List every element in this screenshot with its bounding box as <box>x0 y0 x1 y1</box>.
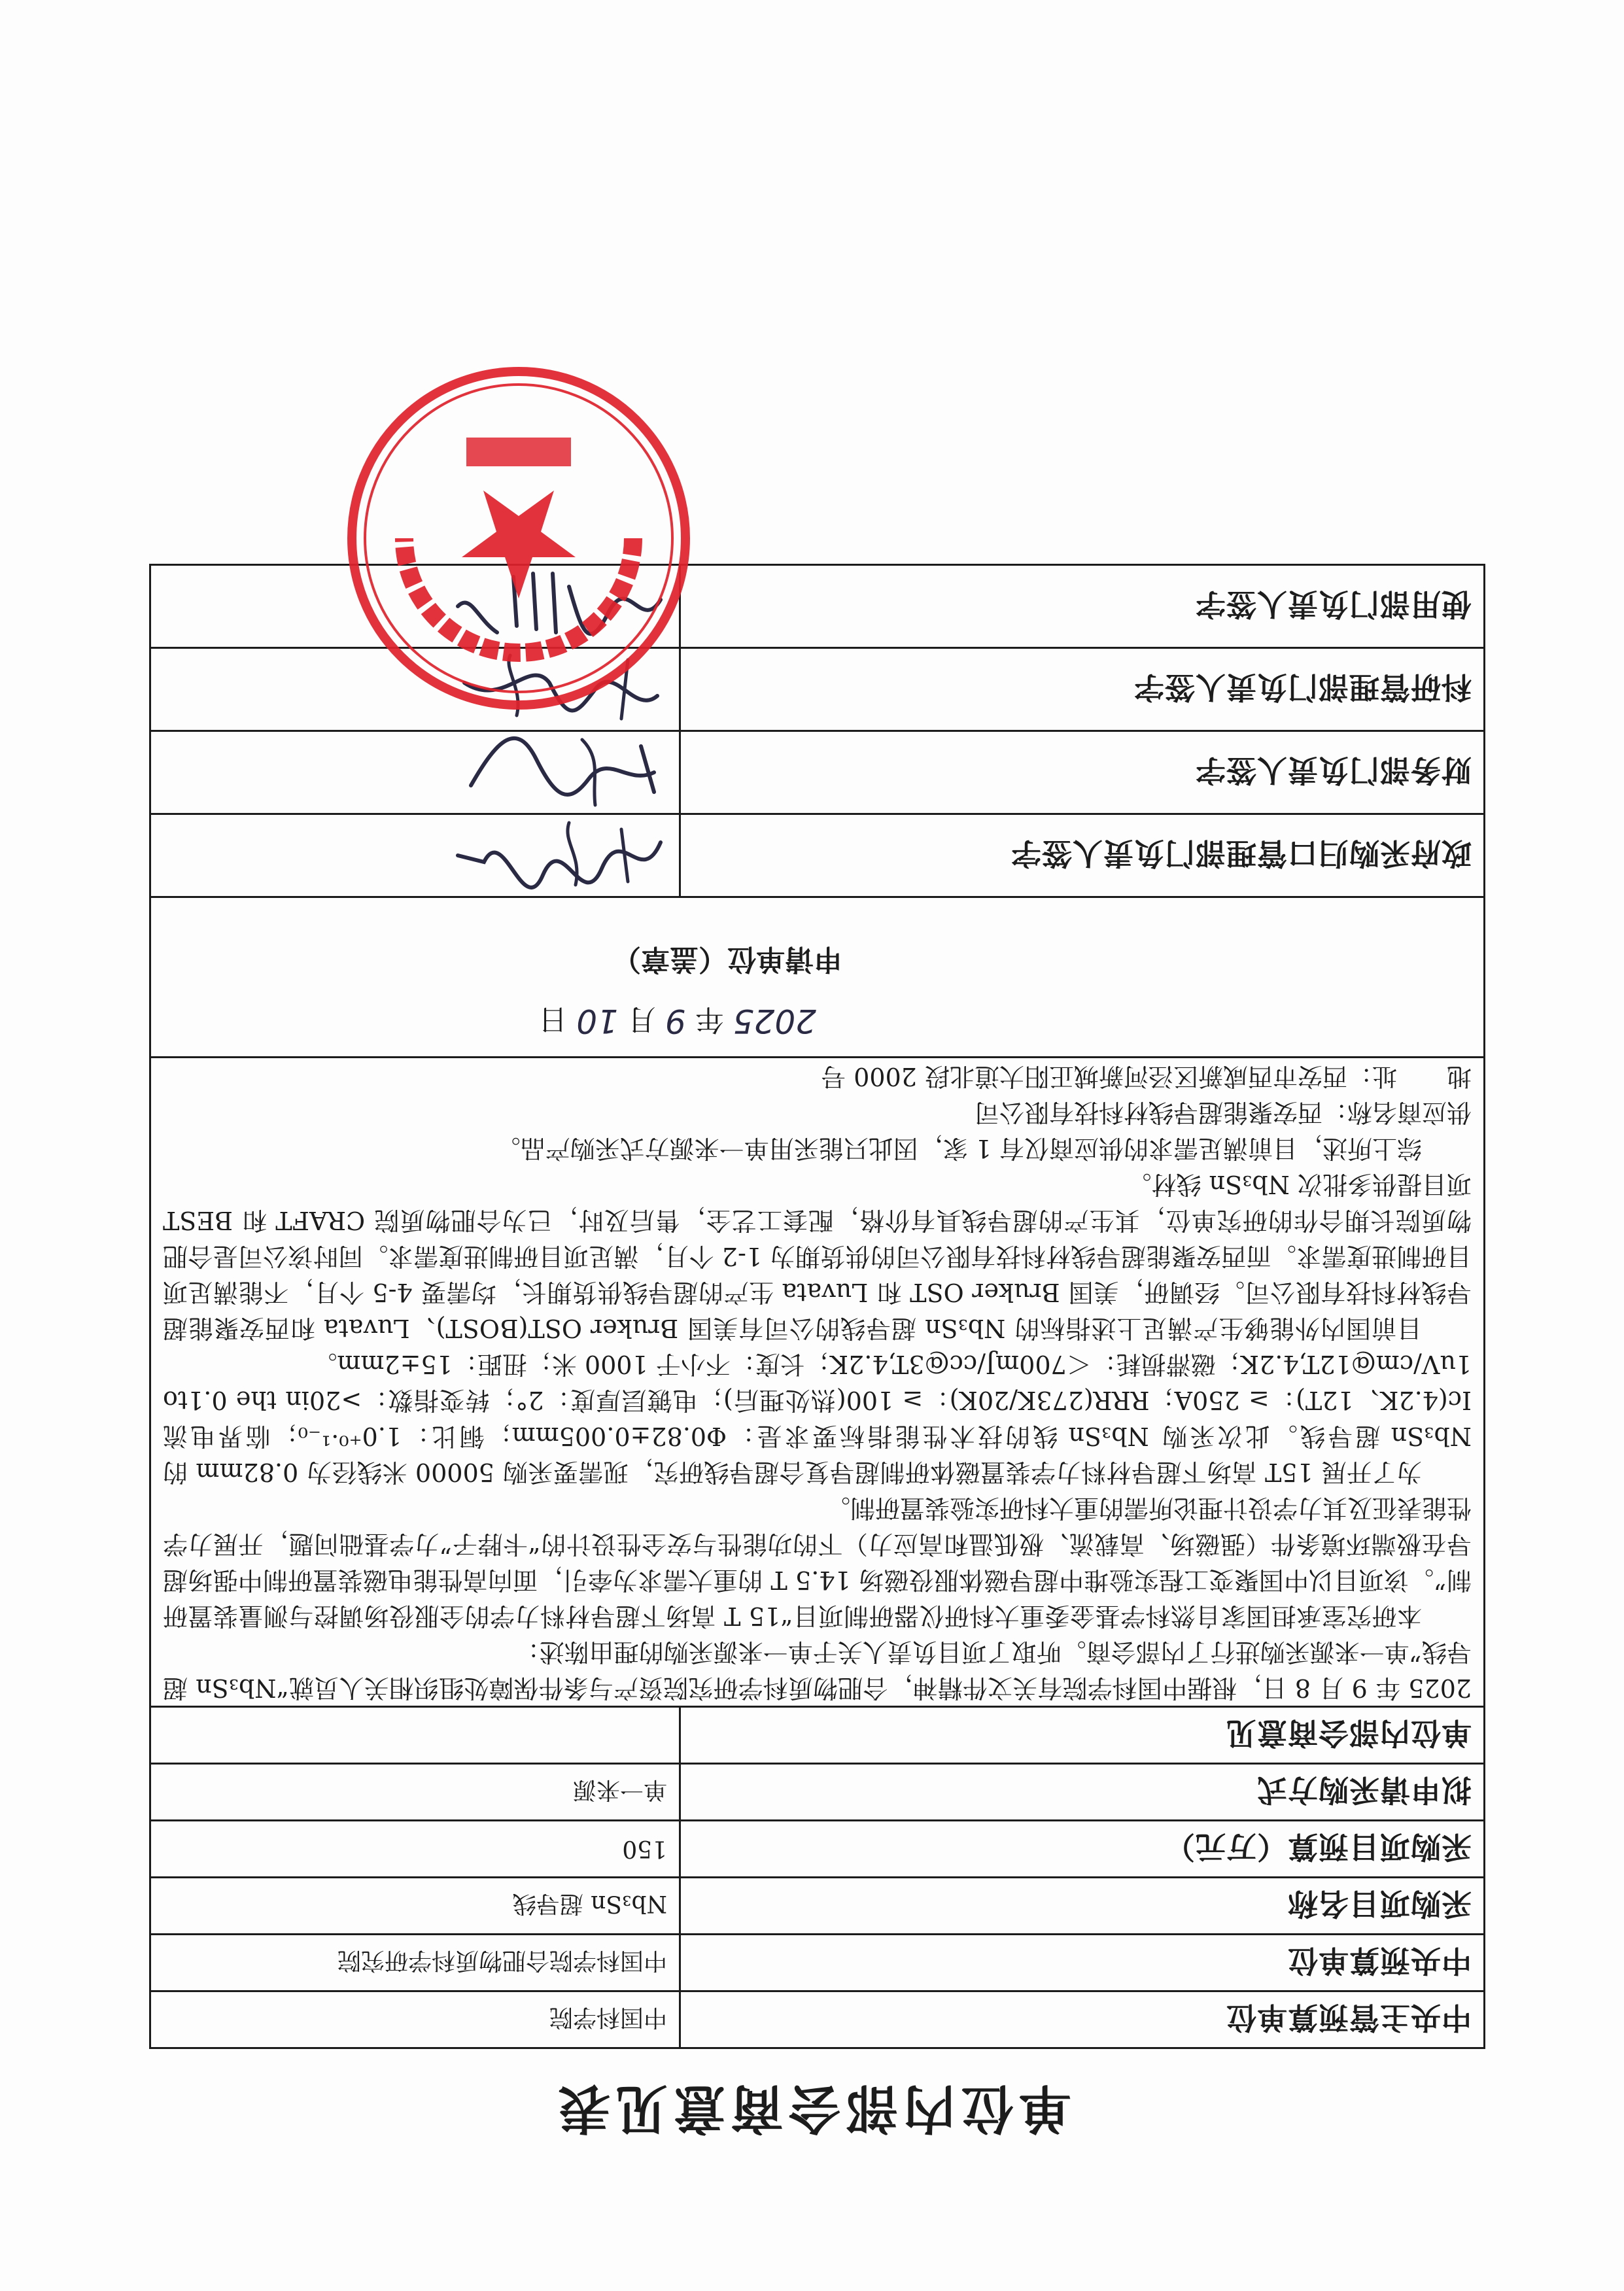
opinion-paragraph: 本研究室承担国家自然科学基金委重大科研仪器研制项目“15 T 高场下超导材料力学的全服役场调控与测量装置研制”。该项目以中国聚变工程实验堆中超导磁体服役磁场 14.5 T 的重大需求为牵引，面向高性能电磁装置研制中强场超导在极端环境条件（强磁场、高载流、极低温和高应力）下的功能性与安全性设计的“卡脖子”力学基础问题，开展力学性能表征及其力学设计理论所需的重大科研实验装置研制。 <box>163 1494 1472 1630</box>
opinion-label: 单位内部会商意见 <box>680 1707 1485 1764</box>
field-value: 150 <box>150 1821 680 1878</box>
field-row <box>150 1764 1485 1821</box>
opinion-narrative <box>150 1058 1485 1707</box>
date-line <box>538 1001 816 1043</box>
signature-label: 科研管理部门负责人签字 <box>680 648 1485 731</box>
opinion-value <box>150 1707 680 1764</box>
signature-label: 财务部门负责人签字 <box>680 731 1485 814</box>
apply-unit-label: 申请单位（盖章） <box>612 942 842 976</box>
page-title: 单位内部会商意见表 <box>553 2078 1071 2139</box>
supplier-name-line <box>163 1094 1472 1130</box>
opinion-body-row <box>150 1058 1485 1707</box>
date-year-suffix: 年 <box>695 1003 724 1036</box>
form-table <box>149 564 1485 2049</box>
date-month: 9 <box>665 1002 686 1040</box>
handwritten-signature <box>451 816 667 895</box>
field-row <box>150 1878 1485 1935</box>
signature-label: 使用部门负责人签字 <box>680 565 1485 648</box>
signature-row <box>150 731 1485 814</box>
field-label: 中央主管预算单位 <box>680 1991 1485 2048</box>
field-value: Nb₃Sn 超导线 <box>150 1878 680 1935</box>
opinion-paragraph: 目前国内外能够生产满足上述指标的 Nb₃Sn 超导线的公司有美国 Bruker OST(BOST)、Luvata 和西安聚能超导线材科技有限公司。经调研，美国 Bruker OST 和 Luvata 生产的超导线供货期长，均需要 4-5 个月，不能满足项目研制进度需求。而西安聚能超导线材科技有限公司的供货期为 1-2 个月，满足项目研制进度需求。同时该公司是合肥物质院长期合作的研究单位，其生产的超导线具有价格，配套工艺全，售后及时，已为合肥物质院 CRAFT 和 BEST 项目提供多批次 Nb₃Sn 线材。 <box>163 1170 1472 1343</box>
supplier-address-line <box>163 1058 1472 1094</box>
date-year: 2025 <box>733 1002 816 1040</box>
field-label: 采购项目预算（万元） <box>680 1821 1485 1878</box>
supplier-address-label: 地 址： <box>1347 1062 1472 1091</box>
date-month-suffix: 月 <box>627 1003 656 1036</box>
supplier-name: 西安聚能超导线材科技有限公司 <box>974 1098 1322 1127</box>
field-row <box>150 1991 1485 2048</box>
opinion-paragraph: 为了开展 15T 高场下超导材料力学装置磁体研制超导复合超导线研究，现需要采购 50000 米线径为 0.82mm 的 Nb₃Sn 超导线。此次采购 Nb₃Sn 线的技术性能指标要求是：Φ0.82±0.005mm；铜比：1.0⁺⁰·¹₋₀；临界电流 Ic(4.2K、12T)：≥ 250A；RRR(273K/20K)：≥ 100(热处理后)；电镀层厚度：2°；转变指数：>20in the 0.1to 1uV/cm@12T,4.2K；磁滞损耗：＜700mJ/cc@3T,4.2K；长度：不小于 1000 米；扭距：15±2mm。 <box>163 1350 1472 1487</box>
apply-unit-cell <box>150 897 1485 1058</box>
signature-label: 政府采购归口管理部门负责人签字 <box>680 814 1485 897</box>
signature-cell <box>150 731 680 814</box>
field-label: 中央预算单位 <box>680 1935 1485 1991</box>
date-day: 10 <box>576 1002 618 1040</box>
signature-row <box>150 814 1485 897</box>
handwritten-signature <box>451 733 667 812</box>
field-label: 采购项目名称 <box>680 1878 1485 1935</box>
field-row <box>150 1821 1485 1878</box>
field-value: 单一来源 <box>150 1764 680 1821</box>
signature-cell <box>150 814 680 897</box>
field-row <box>150 1935 1485 1991</box>
official-seal <box>342 362 695 715</box>
apply-unit-row <box>150 897 1485 1058</box>
field-label: 拟申请采购方式 <box>680 1764 1485 1821</box>
opinion-paragraph: 2025 年 9 月 8 日，根据中国科学院有关文件精神，合肥物质科学研究院资产与条件保障处组织相关人员就“Nb₃Sn 超导线”单一来源采购进行了内部会商。听取了项目负责人关于单一来源采购的理由陈述： <box>163 1638 1472 1702</box>
date-day-suffix: 日 <box>538 1003 568 1036</box>
opinion-paragraph: 综上所述，目前满足需求的供应商仅有 1 家，因此只能采用单一来源方式采购产品。 <box>495 1134 1422 1163</box>
supplier-address: 西安市西咸新区泾河新城正阳大道北段 2000 号 <box>821 1062 1347 1091</box>
opinion-header-row <box>150 1707 1485 1764</box>
supplier-name-label: 供应商名称： <box>1322 1098 1472 1127</box>
field-value: 中国科学院合肥物质科学研究院 <box>150 1935 680 1991</box>
field-value: 中国科学院 <box>150 1991 680 2048</box>
